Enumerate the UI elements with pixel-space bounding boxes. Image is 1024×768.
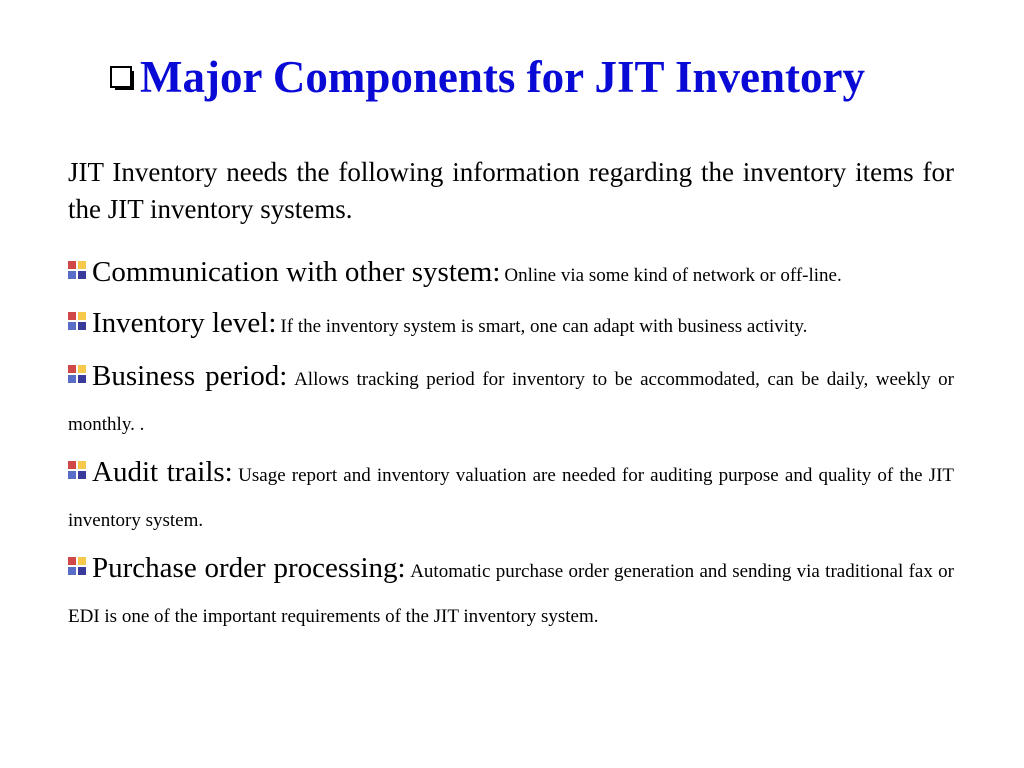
slide-title-text: Major Components for JIT Inventory [140, 52, 866, 102]
item-description: Online via some kind of network or off-line. [504, 265, 842, 286]
item-label: Purchase order processing: [92, 552, 406, 584]
item-description: Automatic purchase order generation and sending via traditional fax or EDI is one of the important requirements of the JIT inventory system. [68, 561, 955, 627]
bullet-icon [68, 365, 86, 383]
list-item [68, 354, 954, 448]
list-item [68, 250, 954, 299]
item-description: Allows tracking period for inventory to be accommodated, can be daily, weekly or monthly. . [68, 369, 954, 435]
item-description: If the inventory system is smart, one can adapt with business activity. [280, 316, 808, 337]
bullet-icon [68, 461, 86, 479]
slide-title [110, 46, 990, 108]
item-description: Usage report and inventory valuation are needed for auditing purpose and quality of the JIT inventory system. [68, 465, 954, 531]
item-label: Audit trails: [92, 456, 233, 488]
bullet-icon [68, 557, 86, 575]
item-label: Business period: [92, 360, 288, 392]
intro-paragraph: JIT Inventory needs the following information regarding the inventory items for the JIT inventory systems. [68, 157, 954, 224]
item-label: Communication with other system: [92, 256, 501, 288]
square-bullet-icon [110, 66, 134, 90]
bullet-icon [68, 312, 86, 330]
component-list [68, 250, 954, 640]
list-item [68, 301, 954, 350]
list-item [68, 450, 954, 544]
bullet-icon [68, 261, 86, 279]
list-item [68, 546, 954, 640]
item-label: Inventory level: [92, 307, 277, 339]
